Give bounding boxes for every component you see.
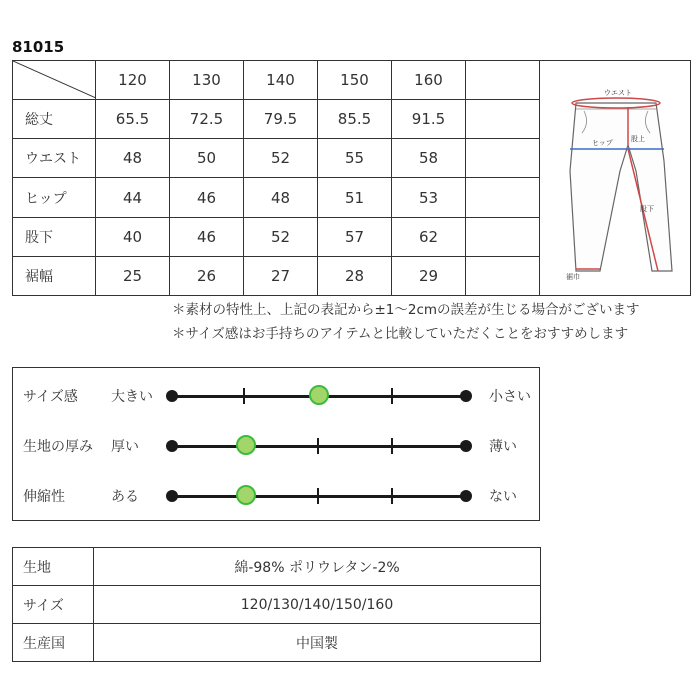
feel-marker	[309, 385, 329, 405]
pants-diagram-cell	[540, 61, 691, 296]
track-end-dot	[166, 390, 178, 402]
size-cell: 55	[318, 139, 392, 178]
size-header: 160	[392, 61, 466, 100]
size-cell: 44	[96, 178, 170, 217]
hem-label: 裾巾	[566, 273, 580, 281]
size-cell: 50	[170, 139, 244, 178]
track-end-dot	[166, 490, 178, 502]
size-cell: 62	[392, 217, 466, 256]
waist-label: ウエスト	[604, 89, 632, 97]
size-header: 150	[318, 61, 392, 100]
spec-label: サイズ	[13, 586, 94, 624]
track-tick	[391, 438, 393, 454]
corner-cell	[13, 61, 96, 100]
size-cell: 58	[392, 139, 466, 178]
feel-label: 伸縮性	[23, 489, 65, 505]
spec-value: 中国製	[94, 624, 541, 662]
size-cell: 52	[244, 217, 318, 256]
feel-track	[172, 495, 466, 498]
feel-label: 生地の厚み	[23, 439, 93, 455]
hip-label: ヒップ	[592, 139, 613, 147]
size-cell: 46	[170, 178, 244, 217]
size-header: 140	[244, 61, 318, 100]
size-cell: 27	[244, 256, 318, 295]
track-end-dot	[460, 490, 472, 502]
spec-table	[12, 547, 541, 662]
row-label: 股下	[13, 217, 96, 256]
feel-right-label: 薄い	[489, 439, 517, 455]
size-cell: 72.5	[170, 100, 244, 139]
size-cell: 65.5	[96, 100, 170, 139]
inseam-label: 股下	[640, 205, 654, 213]
diagonal-line	[13, 61, 96, 98]
size-cell: 85.5	[318, 100, 392, 139]
size-header	[466, 61, 540, 100]
track-tick	[391, 488, 393, 504]
size-header: 130	[170, 61, 244, 100]
spec-row-fabric	[13, 548, 541, 586]
feel-left-label: 大きい	[111, 389, 153, 405]
size-header-row	[13, 61, 691, 100]
size-cell	[466, 256, 540, 295]
feel-marker	[236, 435, 256, 455]
size-cell: 28	[318, 256, 392, 295]
spec-row-origin	[13, 624, 541, 662]
note-tolerance: ＊素材の特性上、上記の表記から±1〜2cmの誤差が生じる場合がございます	[172, 302, 640, 318]
feel-box	[12, 367, 540, 521]
feel-left-label: 厚い	[111, 439, 139, 455]
feel-marker	[236, 485, 256, 505]
track-tick	[243, 388, 245, 404]
spec-label: 生産国	[13, 624, 94, 662]
feel-row-size	[13, 380, 539, 410]
feel-right-label: ない	[489, 489, 517, 505]
track-end-dot	[166, 440, 178, 452]
feel-right-label: 小さい	[489, 389, 531, 405]
row-label: ヒップ	[13, 178, 96, 217]
size-cell: 79.5	[244, 100, 318, 139]
pants-diagram	[540, 61, 690, 291]
track-end-dot	[460, 390, 472, 402]
spec-value: 120/130/140/150/160	[94, 586, 541, 624]
feel-track	[172, 445, 466, 448]
size-cell: 53	[392, 178, 466, 217]
size-cell	[466, 178, 540, 217]
feel-row-thickness	[13, 430, 539, 460]
row-label: 総丈	[13, 100, 96, 139]
feel-label: サイズ感	[23, 389, 78, 405]
track-tick	[317, 488, 319, 504]
size-header: 120	[96, 61, 170, 100]
size-cell: 26	[170, 256, 244, 295]
product-code: 81015	[12, 38, 65, 56]
size-cell: 46	[170, 217, 244, 256]
spec-label: 生地	[13, 548, 94, 586]
row-label: 裾幅	[13, 256, 96, 295]
size-cell	[466, 139, 540, 178]
size-cell: 29	[392, 256, 466, 295]
feel-row-stretch	[13, 480, 539, 510]
feel-left-label: ある	[111, 489, 139, 505]
spec-row-size	[13, 586, 541, 624]
size-cell	[466, 217, 540, 256]
spec-value: 綿-98% ポリウレタン-2%	[94, 548, 541, 586]
size-cell: 57	[318, 217, 392, 256]
note-compare: ＊サイズ感はお手持ちのアイテムと比較していただくことをおすすめします	[172, 326, 629, 342]
size-cell: 48	[244, 178, 318, 217]
size-cell: 40	[96, 217, 170, 256]
row-label: ウエスト	[13, 139, 96, 178]
size-cell: 25	[96, 256, 170, 295]
track-tick	[317, 438, 319, 454]
track-end-dot	[460, 440, 472, 452]
size-cell: 51	[318, 178, 392, 217]
size-cell: 48	[96, 139, 170, 178]
size-table	[12, 60, 691, 296]
rise-label: 股上	[631, 135, 645, 143]
track-tick	[391, 388, 393, 404]
size-cell: 91.5	[392, 100, 466, 139]
size-cell	[466, 100, 540, 139]
size-cell: 52	[244, 139, 318, 178]
